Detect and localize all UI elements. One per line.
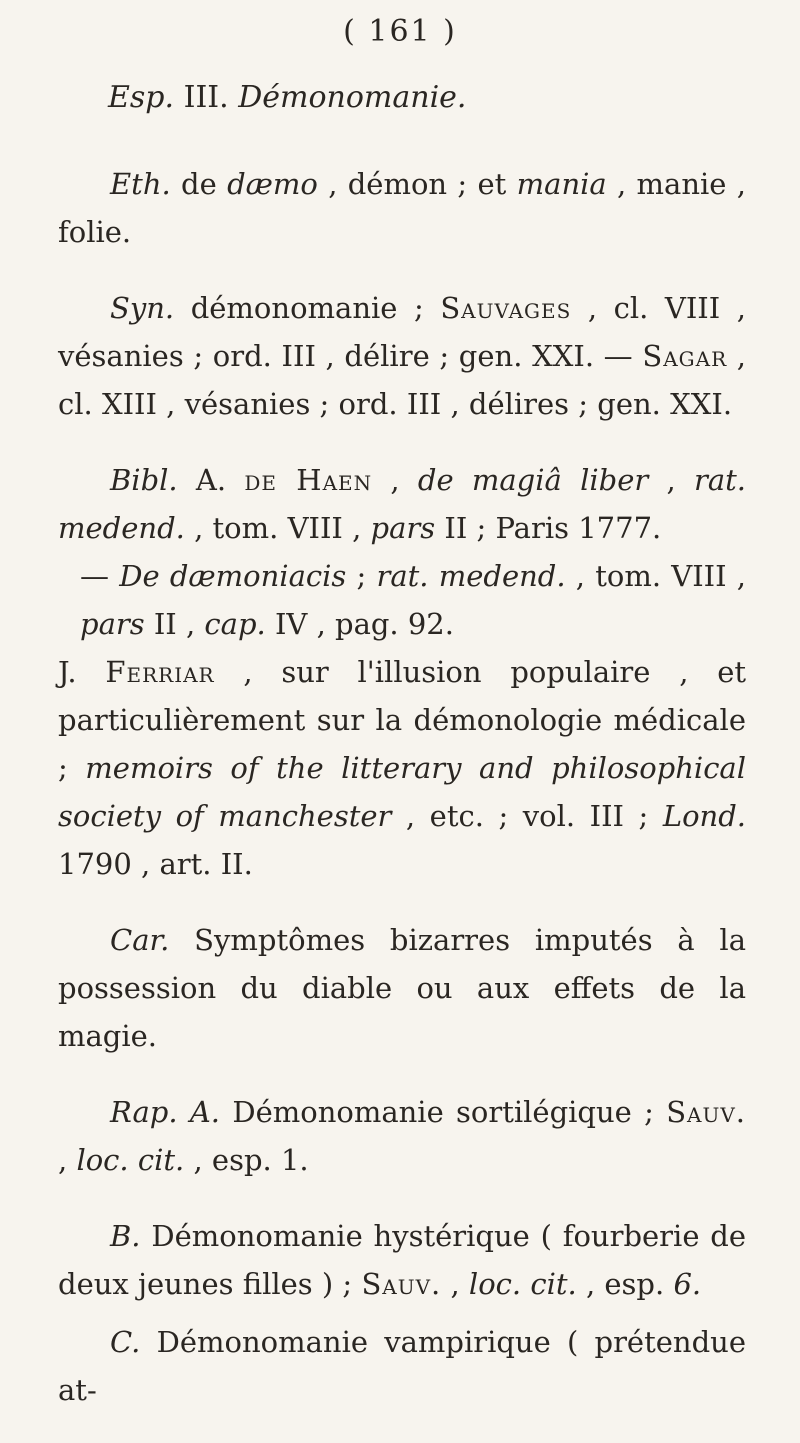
bibliography-pars-1: pars	[370, 511, 436, 545]
bibliography-text-1: A.	[177, 463, 245, 497]
synonymy-text-1: démonomanie ;	[174, 291, 441, 325]
rapprochement-a-label: Rap. A.	[110, 1095, 221, 1129]
characters-paragraph	[58, 916, 746, 1060]
author-sauvages: Sauvages	[440, 291, 572, 325]
bibliography3-text-2: , etc. ; vol. III ;	[391, 799, 663, 833]
bibliography3-text-1: , sur l'illusion populaire , et particulièrement sur la démonologie médicale ;	[58, 655, 747, 785]
rapprochement-a-text-1: Démonomanie sortilégique ;	[220, 1095, 667, 1129]
author-sagar: Sagar	[642, 339, 728, 373]
synonymy-paragraph	[58, 284, 746, 428]
author-sauv-a: Sauv.	[666, 1095, 747, 1129]
etymology-word-daemo: dæmo	[227, 167, 318, 201]
bibliography2-text-1: ;	[346, 559, 377, 593]
characters-text: Symptômes bizarres imputés à la possession du diable ou aux effets de la magie.	[58, 923, 746, 1053]
rapprochement-b-text-1: Démonomanie hystérique ( fourberie de deux jeunes filles ) ;	[58, 1219, 746, 1301]
page-body	[58, 160, 746, 1414]
etymology-text-3: , manie , folie.	[58, 167, 746, 249]
rapprochement-b-loc-cit: loc. cit.	[468, 1267, 577, 1301]
author-de-haen: de Haen	[244, 463, 373, 497]
bibliography-title-3: memoirs of the litterary and philosophical society of manchester	[58, 751, 746, 833]
rapprochement-b-esp-number: 6.	[673, 1267, 702, 1301]
rapprochement-a-text-2: ,	[58, 1143, 77, 1177]
species-heading	[108, 80, 466, 115]
bibliography-entry-2	[58, 552, 746, 648]
rapprochement-c-label: C.	[110, 1325, 141, 1359]
rapprochement-b-label: B.	[110, 1219, 141, 1253]
synonymy-text-2: , cl. VIII , vésanies ; ord. III , délire ; gen. XXI. —	[58, 291, 746, 373]
heading-number: III.	[183, 80, 229, 115]
bibliography2-text-3: II ,	[144, 607, 205, 641]
synonymy-label: Syn.	[110, 291, 175, 325]
author-ferriar: Ferriar	[105, 655, 215, 689]
bibliography-text-4: , tom. VIII ,	[184, 511, 371, 545]
page-number: ( 161 )	[343, 14, 457, 49]
bibliography3-text-0: J.	[58, 655, 106, 689]
bibliography3-text-3: 1790 , art. II.	[58, 847, 253, 881]
rapprochement-a-text-3: , esp. 1.	[184, 1143, 309, 1177]
rapprochement-b-text-3: , esp.	[576, 1267, 674, 1301]
bibliography-title-1: de magiâ liber	[417, 463, 649, 497]
bibliography2-text-2: , tom. VIII ,	[565, 559, 747, 593]
bibliography-text-3: ,	[648, 463, 694, 497]
bibliography-paragraph	[58, 456, 746, 552]
bibliography-entry-3	[58, 648, 746, 888]
bibliography-title-2: De dæmoniacis	[119, 559, 347, 593]
bibliography-place: Lond.	[662, 799, 746, 833]
bibliography-cap: cap.	[204, 607, 266, 641]
bibliography-text-2: ,	[372, 463, 418, 497]
bibliography-source-2: rat. medend.	[376, 559, 566, 593]
rapprochement-b-text-2: ,	[441, 1267, 469, 1301]
etymology-text-2: , démon ; et	[317, 167, 517, 201]
heading-title: Démonomanie.	[238, 80, 467, 115]
rapprochement-c	[58, 1318, 746, 1414]
rapprochement-c-text-1: Démonomanie vampirique ( prétendue at-	[58, 1325, 746, 1407]
rapprochement-a	[58, 1088, 746, 1184]
author-sauv-b: Sauv.	[361, 1267, 442, 1301]
etymology-text-1: de	[170, 167, 228, 201]
bibliography-dash: —	[80, 559, 120, 593]
characters-label: Car.	[110, 923, 170, 957]
rapprochement-b	[58, 1212, 746, 1308]
synonymy-text-3: , cl. XIII , vésanies ; ord. III , délires ; gen. XXI.	[58, 339, 747, 421]
etymology-word-mania: mania	[516, 167, 607, 201]
etymology-paragraph	[58, 160, 746, 256]
heading-lead: Esp.	[108, 80, 175, 115]
bibliography-source-1: rat. medend.	[58, 463, 747, 545]
rapprochement-a-loc-cit: loc. cit.	[76, 1143, 185, 1177]
etymology-label: Eth.	[110, 167, 171, 201]
bibliography-label: Bibl.	[110, 463, 178, 497]
bibliography-text-5: II ; Paris 1777.	[435, 511, 662, 545]
bibliography2-text-4: IV , pag. 92.	[265, 607, 454, 641]
bibliography-pars-2: pars	[80, 607, 145, 641]
